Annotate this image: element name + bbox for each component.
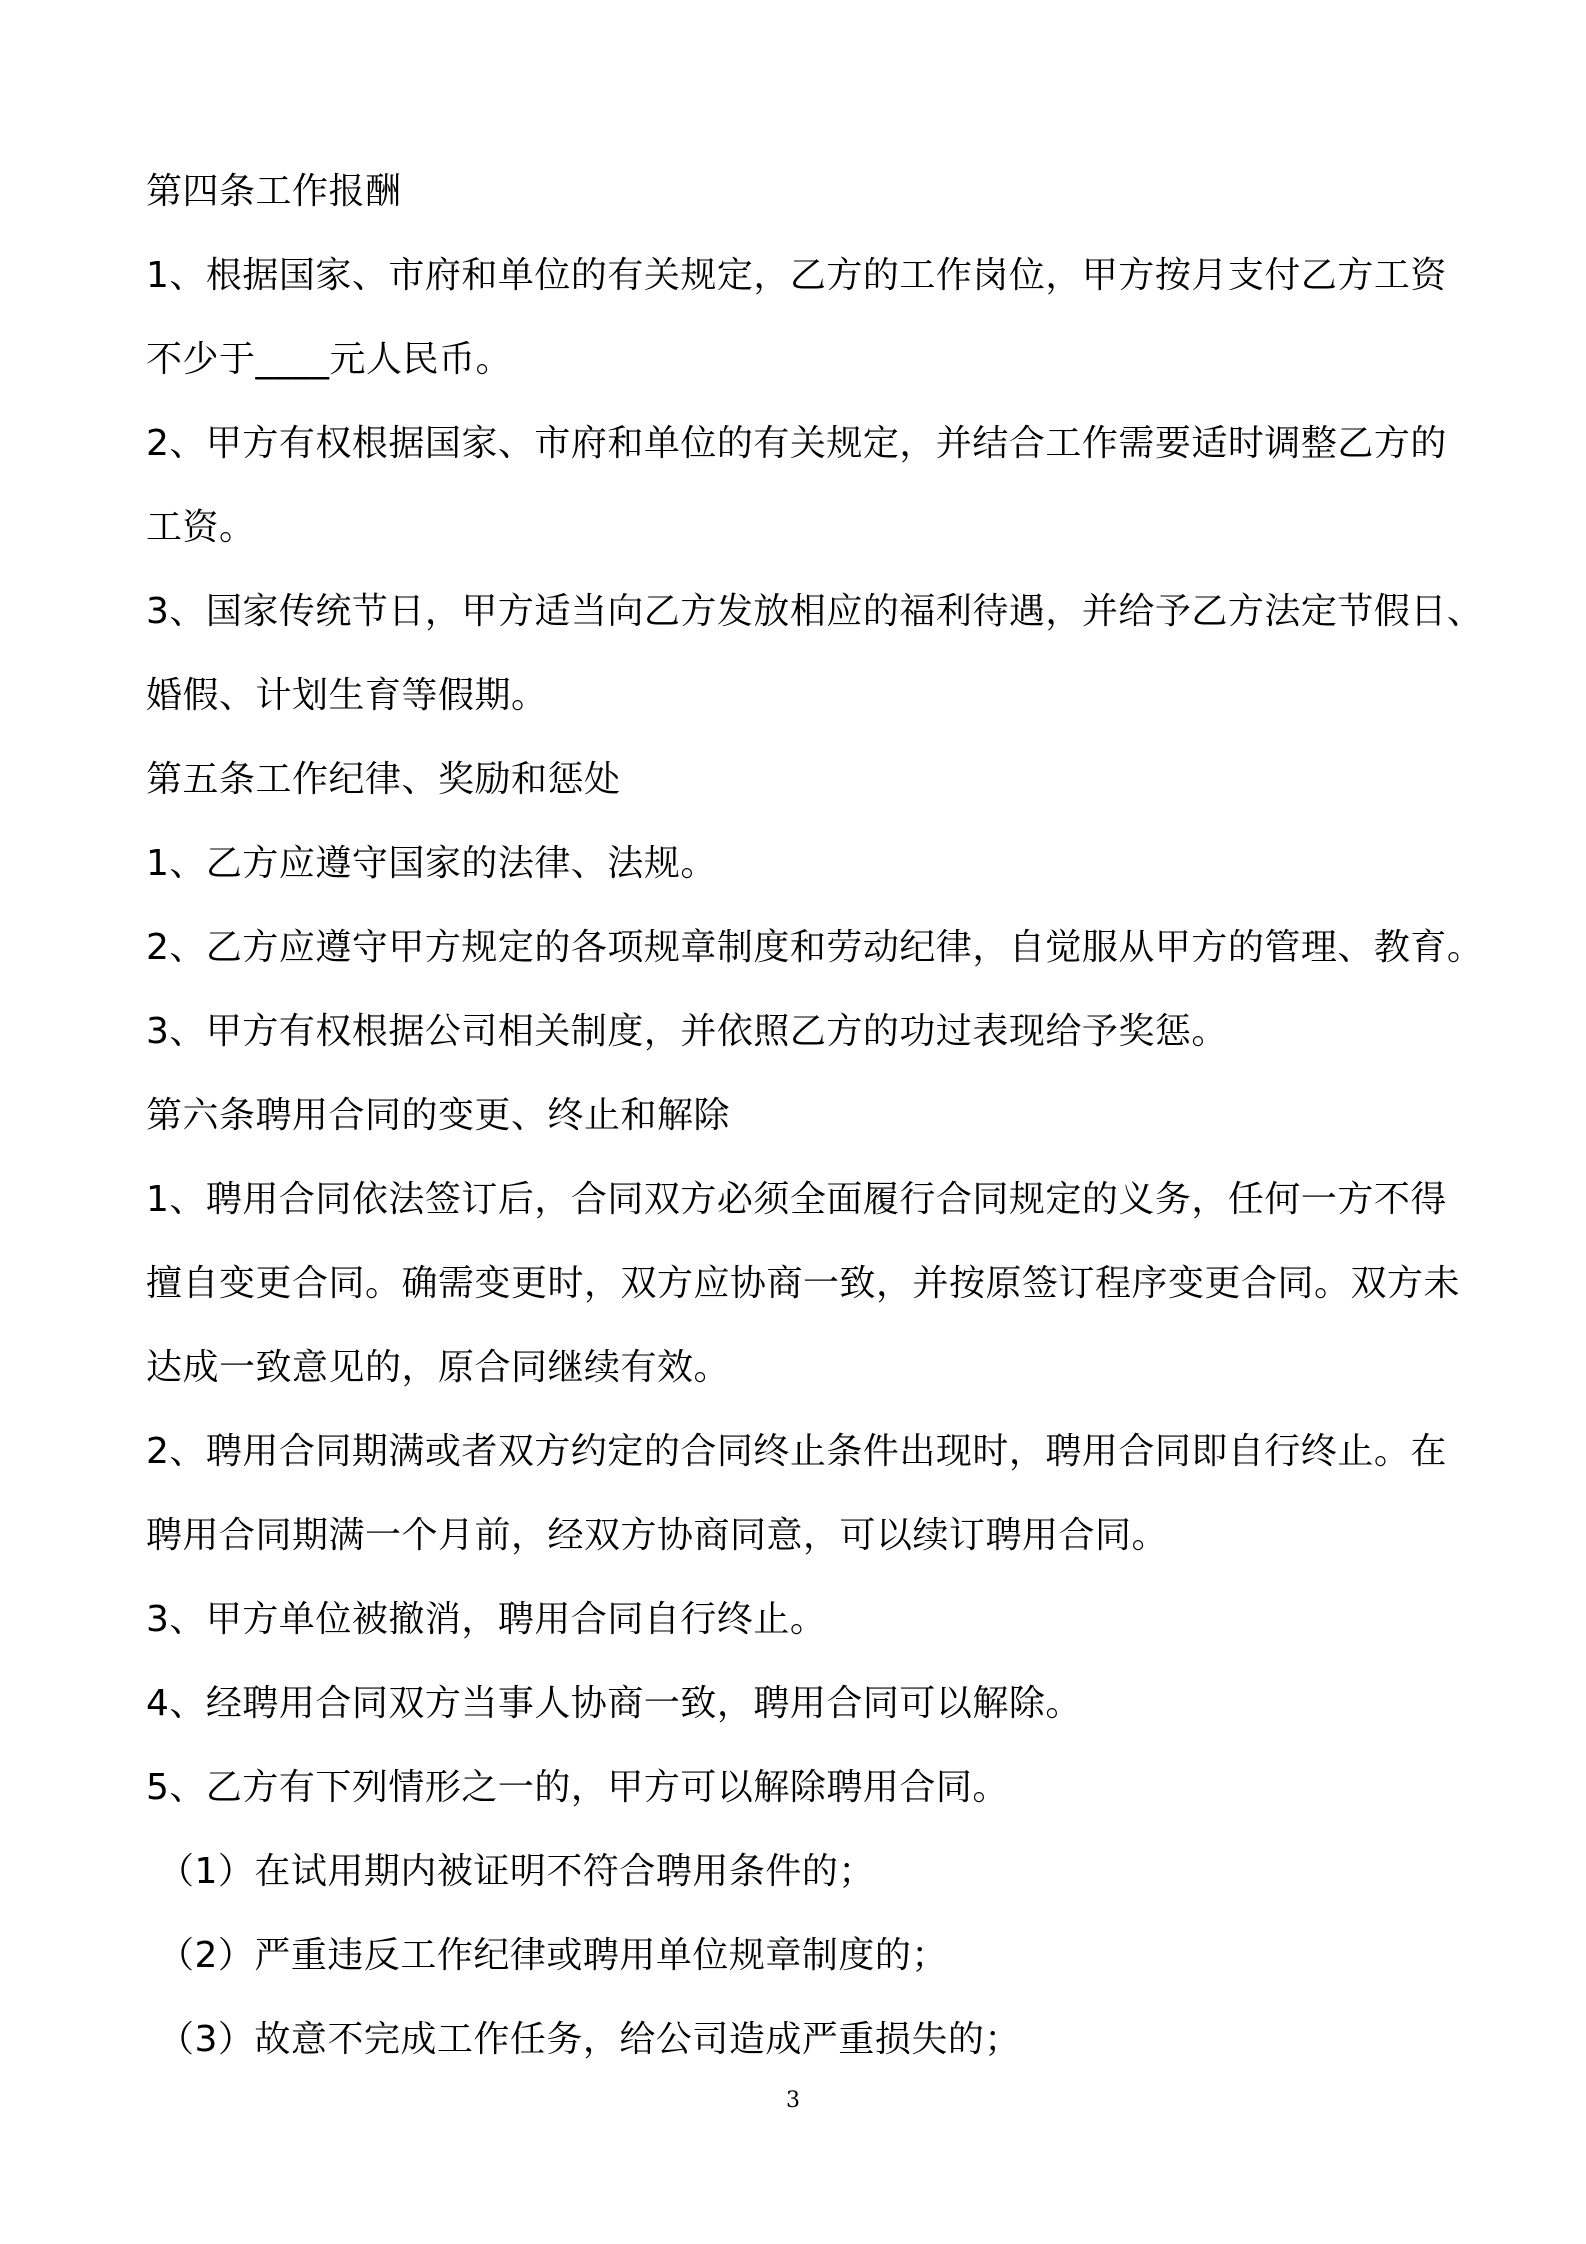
list-item: （1）在试用期内被证明不符合聘用条件的； xyxy=(158,1851,875,1892)
article-4-heading: 第四条工作报酬 xyxy=(146,171,402,212)
paragraph-line: 3、甲方有权根据公司相关制度，并依照乙方的功过表现给予奖惩。 xyxy=(146,1011,1228,1052)
paragraph-line: 1、根据国家、市府和单位的有关规定，乙方的工作岗位，甲方按月支付乙方工资 xyxy=(146,255,1447,296)
paragraph-line: 5、乙方有下列情形之一的，甲方可以解除聘用合同。 xyxy=(146,1767,1009,1808)
paragraph-line: 工资。 xyxy=(146,507,256,548)
paragraph-line: 3、国家传统节日，甲方适当向乙方发放相应的福利待遇，并给予乙方法定节假日、 xyxy=(146,591,1484,632)
paragraph-line: 4、经聘用合同双方当事人协商一致，聘用合同可以解除。 xyxy=(146,1683,1082,1724)
list-item: （3）故意不完成工作任务，给公司造成严重损失的； xyxy=(158,2019,1021,2060)
paragraph-line: 擅自变更合同。确需变更时，双方应协商一致，并按原签订程序变更合同。双方未 xyxy=(146,1263,1461,1304)
article-6-heading: 第六条聘用合同的变更、终止和解除 xyxy=(146,1095,731,1136)
paragraph-line: 聘用合同期满一个月前，经双方协商同意，可以续订聘用合同。 xyxy=(146,1515,1169,1556)
page-number: 3 xyxy=(786,2088,800,2113)
paragraph-line: 3、甲方单位被撤消，聘用合同自行终止。 xyxy=(146,1599,827,1640)
document-body xyxy=(146,150,1496,2082)
paragraph-line: 婚假、计划生育等假期。 xyxy=(146,675,548,716)
paragraph-line: 2、聘用合同期满或者双方约定的合同终止条件出现时，聘用合同即自行终止。在 xyxy=(146,1431,1447,1472)
list-item: （2）严重违反工作纪律或聘用单位规章制度的； xyxy=(158,1935,948,1976)
paragraph-line: 1、乙方应遵守国家的法律、法规。 xyxy=(146,843,717,884)
paragraph-line: 2、甲方有权根据国家、市府和单位的有关规定，并结合工作需要适时调整乙方的 xyxy=(146,423,1447,464)
paragraph-line: 不少于____元人民币。 xyxy=(146,339,513,380)
paragraph-line: 2、乙方应遵守甲方规定的各项规章制度和劳动纪律，自觉服从甲方的管理、教育。 xyxy=(146,927,1484,968)
article-5-heading: 第五条工作纪律、奖励和惩处 xyxy=(146,759,621,800)
paragraph-line: 1、聘用合同依法签订后，合同双方必须全面履行合同规定的义务，任何一方不得 xyxy=(146,1179,1447,1220)
paragraph-line: 达成一致意见的，原合同继续有效。 xyxy=(146,1347,731,1388)
